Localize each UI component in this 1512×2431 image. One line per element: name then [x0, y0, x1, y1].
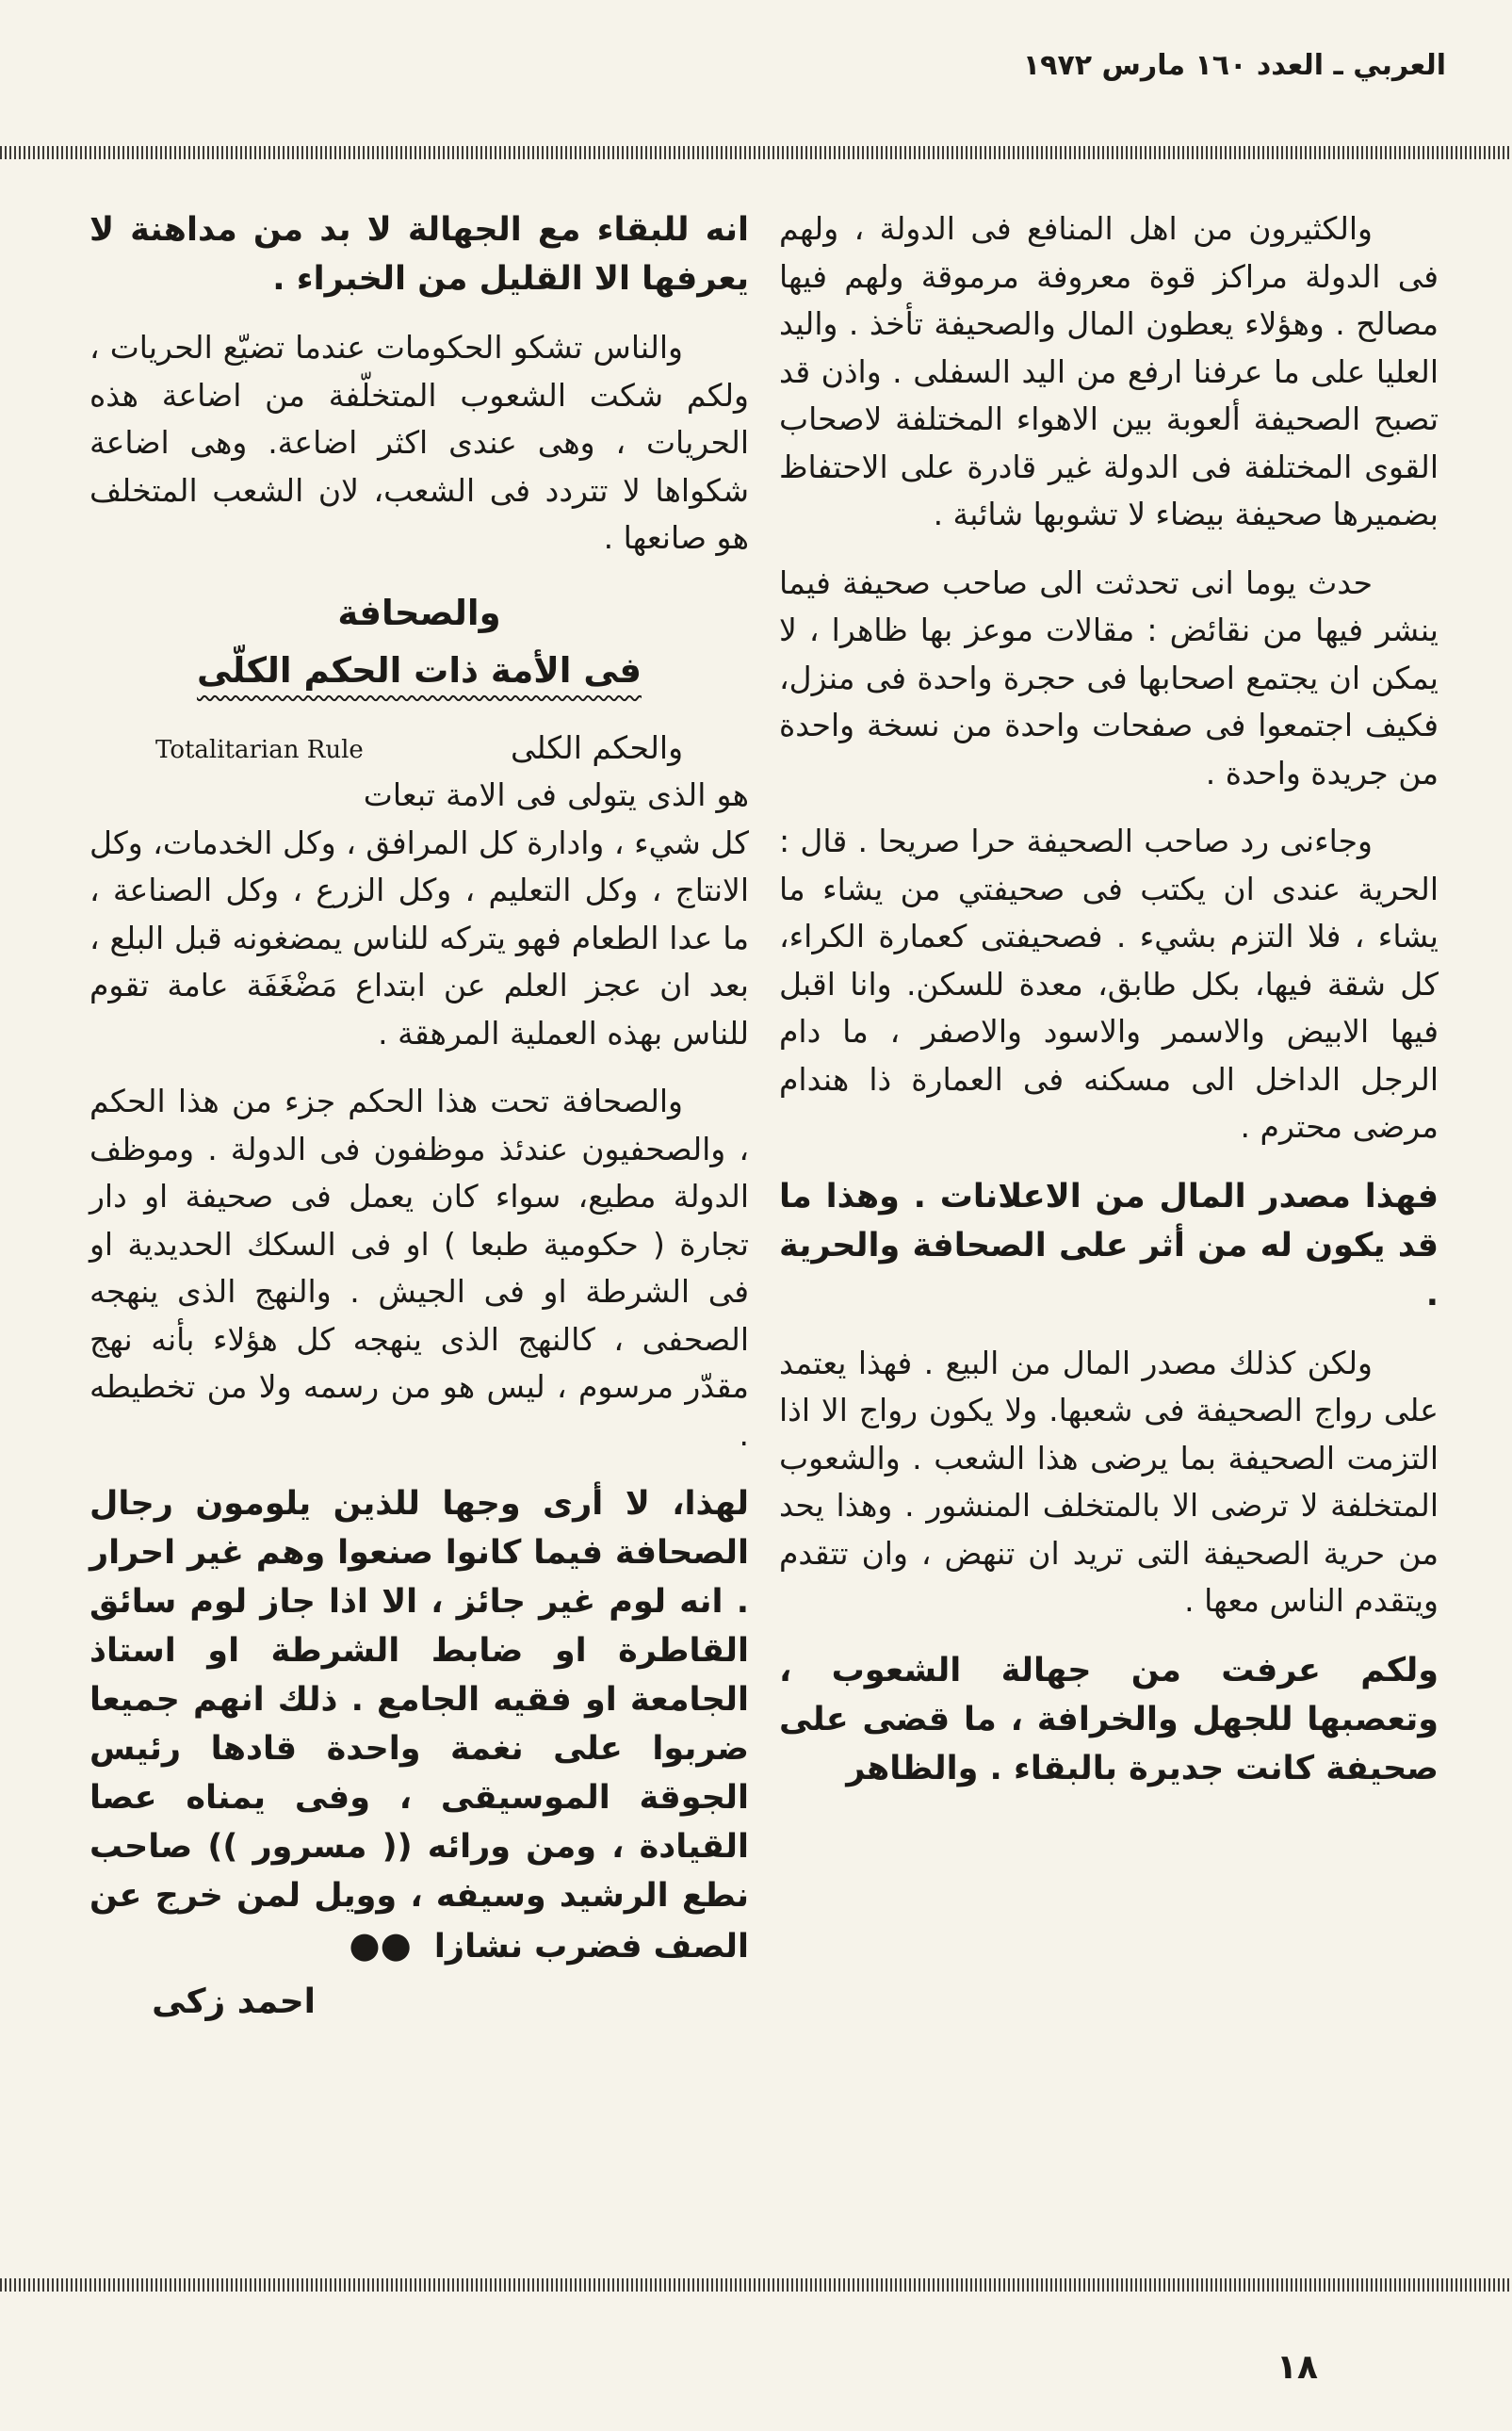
- bottom-ornamental-rule: [0, 2278, 1512, 2292]
- paragraph: ولكن كذلك مصدر المال من البيع . فهذا يعتمد على رواج الصحيفة فى شعبها. ولا يكون رواج الا اذا التزمت الصحيفة بما يرضى هذا الشعب . والشعوب المتخلفة لا ترضى الا بالمتخلف المنشور . وهذا يحد من حرية الصحيفة التى تريد ان تنهض ، وان تتقدم ويتقدم الناس معها .: [779, 1344, 1439, 1619]
- paragraph: هو الذى يتولى فى الامة تبعات كل شيء ، وادارة كل المرافق ، وكل الخدمات، وكل الانتاج ، وكل التعليم ، وكل الزرع ، وكل الصناعة ، ما عدا الطعام فهو يتركه للناس يمضغونه قبل البلع ، بعد ان عجز العلم عن ابتداع مَضْغَفَة عامة تقوم للناس بهذه العملية المرهقة .: [89, 776, 749, 1052]
- definition-paragraph: [89, 725, 749, 773]
- section-title: والصحافة: [337, 592, 501, 633]
- bold-paragraph: ولكم عرفت من جهالة الشعوب ، وتعصبها للجهل والخرافة ، ما قضى على صحيفة كانت جديرة بالبقاء . والظاهر: [779, 1651, 1439, 1787]
- author-signature: احمد زكى: [152, 1982, 316, 2021]
- paragraph: حدث يوما انى تحدثت الى صاحب صحيفة فيما ينشر فيها من نقائض : مقالات موعز بها ظاهرا ، لا يمكن ان يجتمع اصحابها فى حجرة واحدة فى منزل، فكيف اجتمعوا فى صفحات واحدة من نسخة واحدة من جريدة واحدة .: [779, 563, 1439, 791]
- term-latin: Totalitarian Rule: [155, 735, 364, 764]
- end-mark: ●●: [349, 1924, 412, 1966]
- page-number: ١٨: [1276, 2348, 1318, 2387]
- right-column: [779, 205, 1439, 1814]
- closing-text: لهذا، لا أرى وجها للذين يلومون رجال الصحافة فيما كانوا صنعوا وهم غير احرار . انه لوم غير جائز ، الا اذا جاز لوم سائق القاطرة او ضابط الشرطة او استاذ الجامعة او فقيه الجامع . ذلك انهم جميعا ضربوا على نغمة واحدة قادها رئيس الجوقة الموسيقى ، وفى يمناه عصا القيادة ، ومن ورائه (( مسرور )) صاحب نطع الرشيد وسيفه ، وويل لمن خرج عن الصف فضرب نشازا: [89, 1485, 749, 1966]
- running-head: العربي ـ العدد ١٦٠ مارس ١٩٧٢: [1022, 49, 1446, 82]
- bold-paragraph: فهذا مصدر المال من الاعلانات . وهذا ما قد يكون له من أثر على الصحافة والحرية .: [779, 1177, 1439, 1313]
- paragraph: وجاءنى رد صاحب الصحيفة حرا صريحا . قال : الحرية عندى ان يكتب فى صحيفتي من يشاء ما يشاء ، فلا التزم بشيء . فصحيفتى كعمارة الكراء، كل شقة فيها، بكل طابق، معدة للسكن. وانا اقبل فيها الابيض والاسمر والاسود والاصفر ، ما دام الرجل الداخل الى مسكنه فى العمارة ذا هندام مرضى محترم .: [779, 823, 1439, 1145]
- top-ornamental-rule: [0, 146, 1512, 159]
- bold-paragraph: انه للبقاء مع الجهالة لا بد من مداهنة لا يعرفها الا القليل من الخبراء .: [89, 211, 749, 298]
- left-column: [89, 205, 749, 2027]
- paragraph: والكثيرون من اهل المنافع فى الدولة ، ولهم فى الدولة مراكز قوة معروفة مرموقة ولهم فيها مصالح . وهؤلاء يعطون المال والصحيفة تأخذ . واليد العليا على ما عرفنا ارفع من اليد السفلى . واذن قد تصبح الصحيفة ألعوبة بين الاهواء المختلفة لاصحاب القوى المختلفة فى الدولة غير قادرة على الاحتفاظ بضميرها صحيفة بيضاء لا تشوبها شائبة .: [779, 210, 1439, 532]
- bold-paragraph: [89, 1479, 749, 1971]
- section-subtitle: فى الأمة ذات الحكم الكلّى: [196, 649, 642, 691]
- paragraph: والصحافة تحت هذا الحكم جزء من هذا الحكم ، والصحفيون عندئذ موظفون فى الدولة . وموظف الدولة مطيع، سواء كان يعمل فى صحيفة او دار تجارة ( حكومية طبعا ) او فى السكك الحديدية او فى الشرطة او فى الجيش . والنهج الذى ينهجه الصحفى ، كالنهج الذى ينهجه كل هؤلاء بأنه نهج مقدّر مرسوم ، ليس هو من رسمه ولا من تخطيطه .: [89, 1083, 749, 1453]
- paragraph: والناس تشكو الحكومات عندما تضيّع الحريات ، ولكم شكت الشعوب المتخلّفة من اضاعة هذه الحريات ، وهى عندى اكثر اضاعة. وهى اضاعة شكواها لا تتردد فى الشعب، لان الشعب المتخلف هو صانعها .: [89, 329, 749, 556]
- term-arabic: والحكم الكلى: [510, 728, 683, 766]
